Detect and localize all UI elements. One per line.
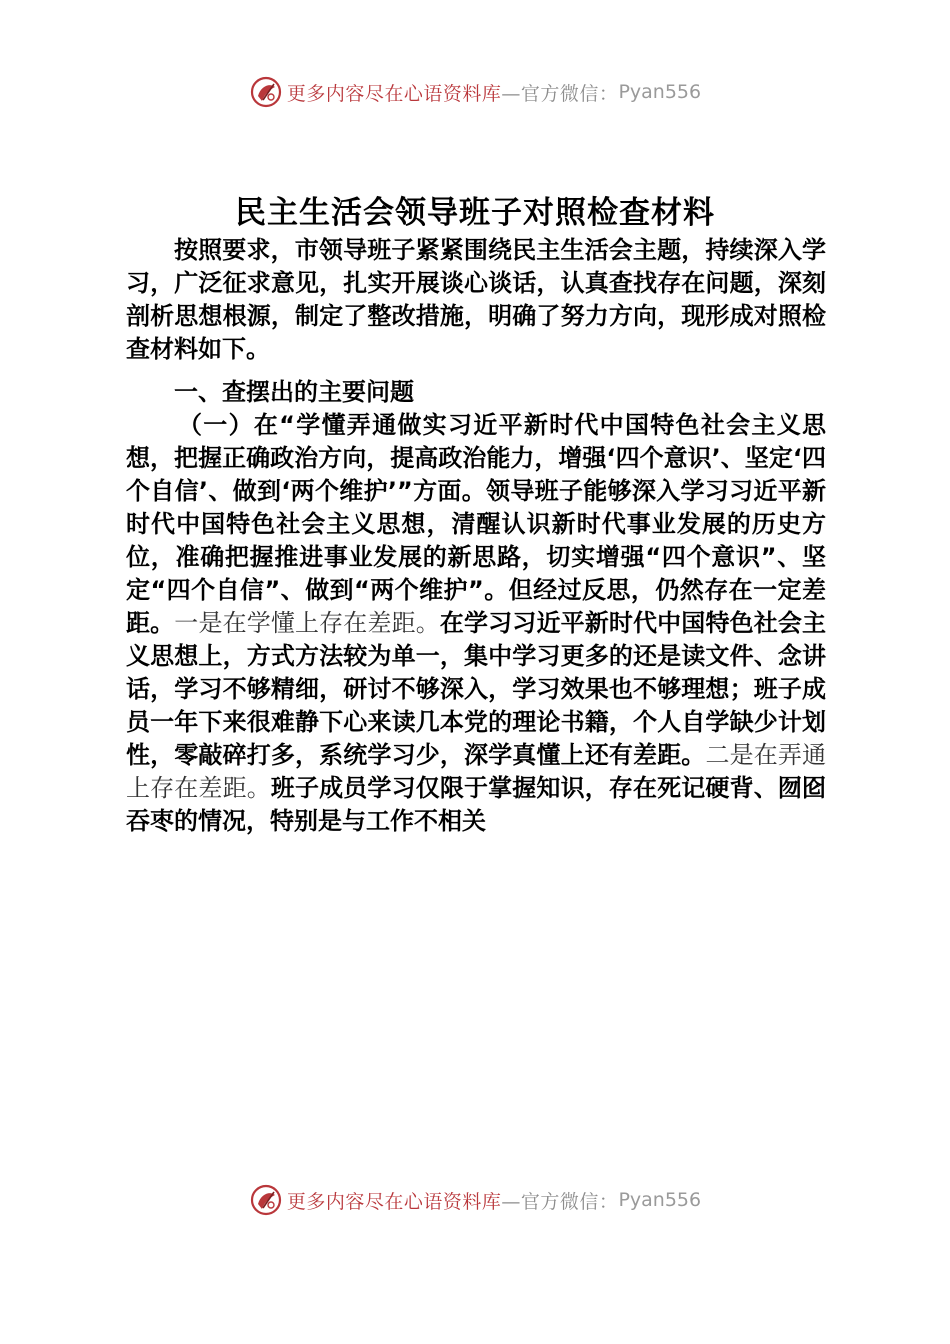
logo-icon (249, 75, 283, 109)
logo-icon (249, 1183, 283, 1217)
sub-point-2-label: 二是在弄通上存在差距。 (126, 741, 827, 802)
item-text-part1: （一）在“学懂弄通做实习近平新时代中国特色社会主义思想，把握正确政治方向，提高政治能力，增强‘四个意识’、坚定‘四个自信’、做到‘两个维护’”方面。领导班子能够深入学习习近平新时代中国特色社会主义思想，清醒认识新时代事业发展的历史方位，准确把握推进事业发展的新思路，切实增强“四个意识”、坚定“四个自信”、做到“两个维护”。但经过反思，仍然存在一定差距。 (126, 411, 826, 637)
watermark-red-text: 更多内容尽在心语资料库 (286, 1190, 502, 1213)
watermark-wechat-id: Pyan556 (618, 81, 702, 103)
item-text-part3: 班子成员学习仅限于掌握知识，存在死记硬背、囫囵吞枣的情况，特别是与工作不相关 (126, 774, 827, 835)
document-body (126, 234, 826, 838)
section-heading: 一、查摆出的主要问题 (174, 378, 414, 406)
item-paragraph (126, 409, 826, 838)
page-title: 民主生活会领导班子对照检查材料 (235, 195, 715, 231)
watermark-red-text: 更多内容尽在心语资料库 (286, 82, 502, 105)
item-text-part2: 在学习习近平新时代中国特色社会主义思想上，方式方法较为单一，集中学习更多的还是读文件、念讲话，学习不够精细，研讨不够深入，学习效果也不够理想；班子成员一年下来很难静下心来读几本党的理论书籍，个人自学缺少计划性，零敲碎打多，系统学习少，深学真懂上还有差距。 (126, 609, 827, 769)
intro-paragraph: 按照要求，市领导班子紧紧围绕民主生活会主题，持续深入学习，广泛征求意见，扎实开展谈心谈话，认真查找存在问题，深刻剖析思想根源，制定了整改措施，明确了努力方向，现形成对照检查材料如下。 (126, 236, 826, 363)
watermark-gray-text: —官方微信： (501, 82, 619, 105)
watermark-gray-text: —官方微信： (501, 1190, 619, 1213)
watermark-header (0, 72, 950, 112)
sub-point-1-label: 一是在学懂上存在差距。 (174, 609, 440, 637)
watermark-wechat-id: Pyan556 (618, 1189, 702, 1211)
watermark-footer (0, 1180, 950, 1220)
